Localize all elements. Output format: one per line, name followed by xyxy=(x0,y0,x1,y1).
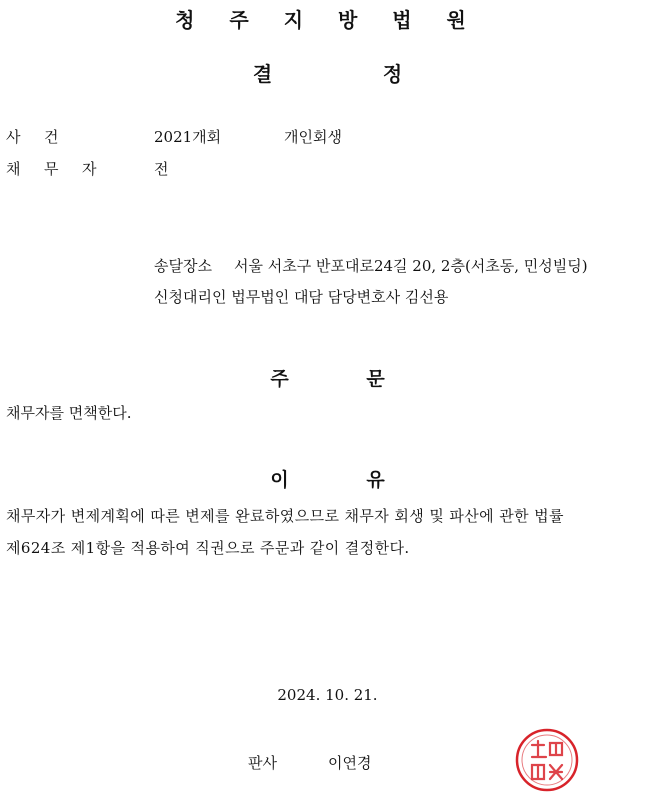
judge-title: 판사 xyxy=(248,754,277,772)
judge-signature xyxy=(248,752,371,773)
case-number: 2021개회 xyxy=(154,128,222,146)
court-name: 청 주 지 방 법 원 xyxy=(175,8,480,32)
order-title: 주 문 xyxy=(270,368,385,390)
service-address: 서울 서초구 반포대로24길 20, 2층(서초동, 민성빌딩) xyxy=(234,257,588,275)
case-type: 개인회생 xyxy=(284,128,342,146)
decision-date: 2024. 10. 21. xyxy=(277,686,378,704)
reason-text-line1: 채무자가 변제계획에 따른 변제를 완료하였으므로 채무자 회생 및 파산에 관한 법률 xyxy=(6,507,564,525)
judge-name: 이연경 xyxy=(328,754,372,772)
document-type-char: 정 xyxy=(382,62,403,86)
document-type-title xyxy=(0,58,655,87)
case-row xyxy=(6,126,342,147)
reason-text-line2: 제624조 제1항을 적용하여 직권으로 주문과 같이 결정한다. xyxy=(6,539,410,557)
order-text: 채무자를 면책한다. xyxy=(6,404,132,422)
debtor-label: 채 무 자 xyxy=(6,160,97,178)
case-label: 사 건 xyxy=(6,128,59,146)
service-address-label: 송달장소 xyxy=(154,257,212,275)
judge-seal-icon xyxy=(514,727,580,793)
service-address-row xyxy=(154,255,588,276)
debtor-name: 전 xyxy=(154,160,169,178)
reason-title: 이 유 xyxy=(270,469,385,491)
applicant-agent: 신청대리인 법무법인 대담 담당변호사 김선용 xyxy=(154,288,449,306)
document-type-char: 결 xyxy=(252,62,273,86)
debtor-row xyxy=(6,158,169,179)
